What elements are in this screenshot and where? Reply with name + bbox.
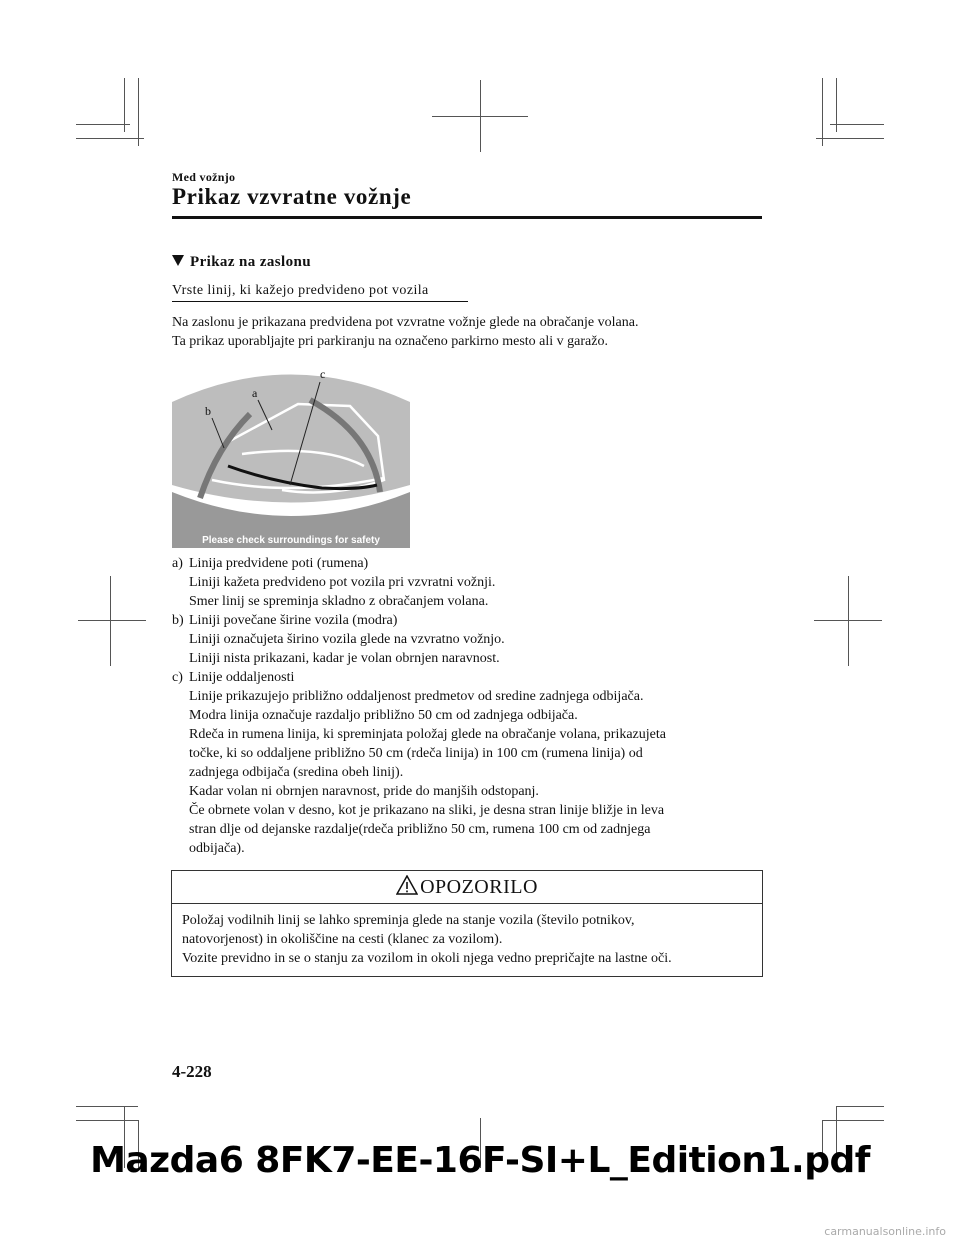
- subsubheading: Vrste linij, ki kažejo predvideno pot vozila: [172, 283, 468, 302]
- definitions-list: [172, 554, 772, 858]
- definition-line: Liniji označujeta širino vozila glede na vzvratno vožnjo.: [189, 632, 505, 647]
- warning-box: [171, 870, 763, 977]
- watermark: carmanualsonline.info: [824, 1225, 946, 1238]
- intro-line: Ta prikaz uporabljajte pri parkiranju na označeno parkirno mesto ali v garažo.: [172, 334, 608, 349]
- warning-triangle-icon: [396, 875, 418, 895]
- definition-line: točke, ki so oddaljene približno 50 cm (rdeča linija) in 100 cm (rumena linija) od: [189, 746, 643, 761]
- warning-header: [172, 871, 762, 904]
- definition-line: Smer linij se spreminja skladno z obračanjem volana.: [189, 594, 489, 609]
- warning-body: [172, 904, 762, 968]
- definition-title: Linije oddaljenosti: [189, 670, 295, 685]
- definition-key: c): [172, 670, 183, 685]
- figure-caption: Please check surroundings for safety: [202, 535, 380, 546]
- page-number: 4-228: [172, 1062, 212, 1081]
- warning-line: Vozite previdno in se o stanju za vozilom in okoli njega vedno prepričajte na lastne oči.: [182, 951, 672, 966]
- definition-title: Liniji povečane širine vozila (modra): [189, 613, 398, 628]
- figure-label-b: b: [205, 404, 211, 418]
- warning-line: natovorjenost) in okoliščine na cesti (klanec za vozilom).: [182, 932, 503, 947]
- subheading-text: Prikaz na zaslonu: [190, 254, 311, 270]
- definition-item: [172, 554, 772, 611]
- definition-line: zadnjega odbijača (sredina obeh linij).: [189, 765, 404, 780]
- rearview-display-figure: [172, 352, 410, 548]
- title-rule: [172, 216, 762, 219]
- definition-line: Če obrnete volan v desno, kot je prikazano na sliki, je desna stran linije bližje in leva: [189, 803, 665, 818]
- definition-line: Kadar volan ni obrnjen naravnost, pride do manjših odstopanj.: [189, 784, 539, 799]
- section-label: Med vožnjo: [172, 170, 236, 184]
- definition-title: Linija predvidene poti (rumena): [189, 556, 369, 571]
- figure-label-a: a: [252, 386, 258, 400]
- intro-paragraph: [172, 313, 638, 351]
- definition-item: [172, 611, 772, 668]
- intro-line: Na zaslonu je prikazana predvidena pot vzvratne vožnje glede na obračanje volana.: [172, 315, 639, 330]
- footer-filename: Mazda6 8FK7-EE-16F-SI+L_Edition1.pdf: [90, 1140, 870, 1181]
- warning-title: OPOZORILO: [420, 876, 538, 898]
- definition-line: stran dlje od dejanske razdalje(rdeča približno 50 cm, rumena 100 cm od zadnjega: [189, 822, 651, 837]
- definition-line: Modra linija označuje razdaljo približno 50 cm od zadnjega odbijača.: [189, 708, 578, 723]
- rearview-screen-illustration: [172, 352, 410, 548]
- definition-key: b): [172, 613, 184, 628]
- figure-label-c: c: [320, 367, 326, 381]
- definition-line: Rdeča in rumena linija, ki spreminjata položaj glede na obračanje volana, prikazujeta: [189, 727, 666, 742]
- definition-line: Liniji kažeta predvideno pot vozila pri vzvratni vožnji.: [189, 575, 496, 590]
- definition-line: Liniji nista prikazani, kadar je volan obrnjen naravnost.: [189, 651, 500, 666]
- triangle-bullet-icon: [172, 255, 184, 266]
- definition-line: Linije prikazujejo približno oddaljenost predmetov od sredine zadnjega odbijača.: [189, 689, 644, 704]
- warning-line: Položaj vodilnih linij se lahko spreminja glede na stanje vozila (število potnikov,: [182, 913, 635, 928]
- definition-line: odbijača).: [189, 841, 245, 856]
- definition-item: [172, 668, 772, 858]
- definition-key: a): [172, 556, 183, 571]
- subheading: [172, 254, 311, 271]
- page-title: Prikaz vzvratne vožnje: [172, 184, 412, 209]
